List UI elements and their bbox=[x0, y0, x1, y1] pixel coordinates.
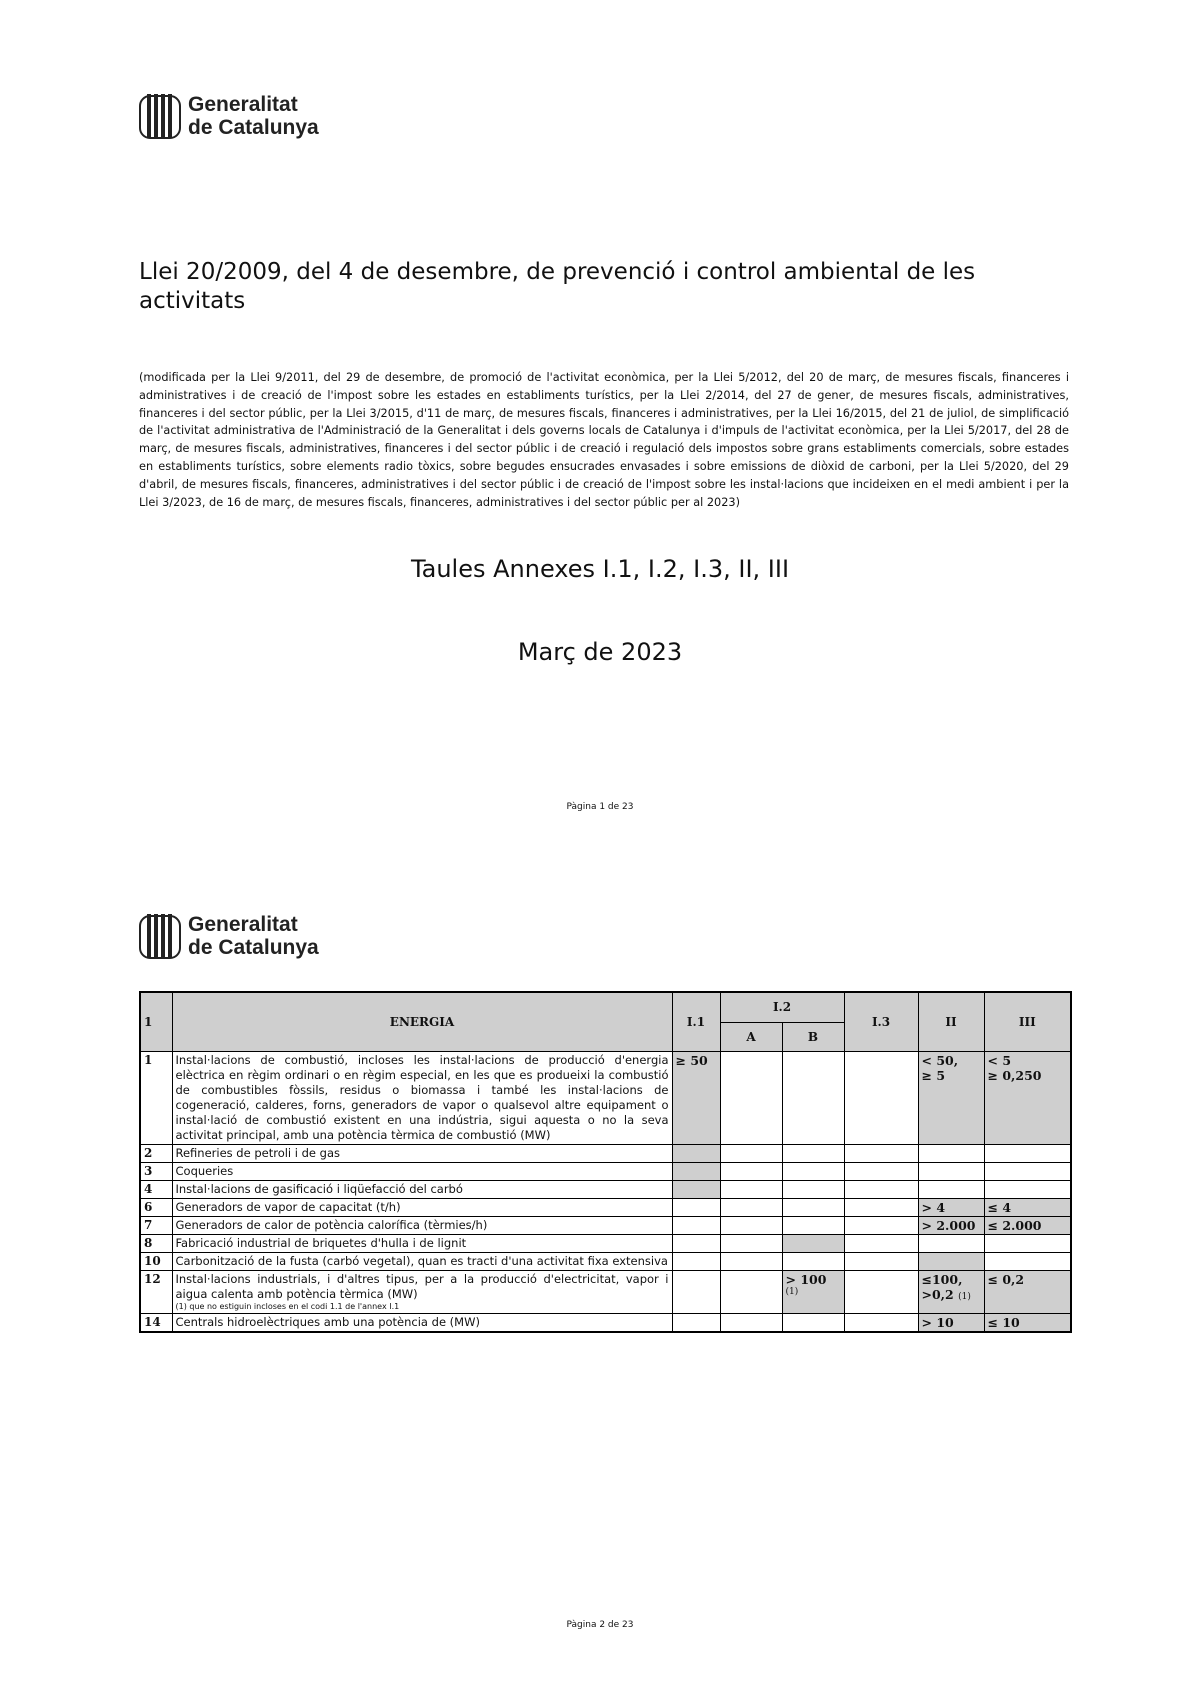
row-number: 14 bbox=[140, 1313, 172, 1332]
cell-ii bbox=[918, 1252, 984, 1270]
row-description: Instal·lacions de combustió, incloses les instal·lacions de producció d'energia elèctrica en règim ordinari o en règim especial, en les que es produeixi la combustió de combustibles fòssils, residus o biomassa i també les instal·lacions de cogeneració, calderes, forns, generadors de vapor o qualsevol altre equipament o instal·lació de combustió existent en una indústria, sigui aquesta o no la seva activitat principal, amb una potència tèrmica de combustió (MW) bbox=[172, 1051, 672, 1144]
cell-ii: > 4 bbox=[918, 1198, 984, 1216]
row-description: Coqueries bbox=[172, 1162, 672, 1180]
cell-i2a bbox=[720, 1216, 782, 1234]
row-description: Fabricació industrial de briquetes d'hulla i de lignit bbox=[172, 1234, 672, 1252]
table-row bbox=[140, 1313, 1071, 1332]
header-i2a: A bbox=[720, 1022, 782, 1051]
header-i1: I.1 bbox=[672, 992, 720, 1051]
cell-i3 bbox=[844, 1051, 918, 1144]
header-section-name: ENERGIA bbox=[172, 992, 672, 1051]
cell-i2a bbox=[720, 1313, 782, 1332]
cell-i2a bbox=[720, 1051, 782, 1144]
cell-iii: ≤ 2.000 bbox=[984, 1216, 1071, 1234]
cell-i2b bbox=[782, 1216, 844, 1234]
cell-i2a bbox=[720, 1162, 782, 1180]
cell-ii-line2: >0,2 bbox=[921, 1286, 954, 1302]
cell-i1: ≥ 50 bbox=[672, 1051, 720, 1144]
cell-i2b bbox=[782, 1162, 844, 1180]
row-description bbox=[172, 1270, 672, 1313]
cell-iii bbox=[984, 1180, 1071, 1198]
cell-i2a bbox=[720, 1234, 782, 1252]
header-i3: I.3 bbox=[844, 992, 918, 1051]
cell-i3 bbox=[844, 1162, 918, 1180]
row-description: Generadors de calor de potència calorífica (tèrmies/h) bbox=[172, 1216, 672, 1234]
table-row bbox=[140, 1180, 1071, 1198]
document-title: Llei 20/2009, del 4 de desembre, de prevenció i control ambiental de les activitats bbox=[139, 259, 976, 314]
cell-i2a bbox=[720, 1180, 782, 1198]
cell-i2b bbox=[782, 1313, 844, 1332]
row-footnote: (1) que no estiguin incloses en el codi 1.1 de l'annex I.1 bbox=[175, 1301, 400, 1311]
row-number: 4 bbox=[140, 1180, 172, 1198]
table-row bbox=[140, 1144, 1071, 1162]
energy-annex-table bbox=[139, 991, 1072, 1333]
cell-i3 bbox=[844, 1270, 918, 1313]
cell-i2a bbox=[720, 1270, 782, 1313]
row-description-text: Instal·lacions industrials, i d'altres tipus, per a la producció d'electricitat, vapor i aigua calenta amb potència tèrmica (MW) bbox=[175, 1271, 669, 1301]
cell-iii: ≤ 0,2 bbox=[984, 1270, 1071, 1313]
cell-i1 bbox=[672, 1180, 720, 1198]
row-number: 6 bbox=[140, 1198, 172, 1216]
header-i2b: B bbox=[782, 1022, 844, 1051]
cell-i3 bbox=[844, 1216, 918, 1234]
annex-tables-title: Taules Annexes I.1, I.2, I.3, II, III bbox=[410, 555, 790, 583]
table-row bbox=[140, 1216, 1071, 1234]
table-row bbox=[140, 1252, 1071, 1270]
cell-i3 bbox=[844, 1144, 918, 1162]
cell-i1 bbox=[672, 1234, 720, 1252]
header-section-number: 1 bbox=[140, 992, 172, 1051]
table-row bbox=[140, 1234, 1071, 1252]
cell-ii bbox=[918, 1270, 984, 1313]
cell-i3 bbox=[844, 1198, 918, 1216]
logo-line-1: Generalitat bbox=[188, 913, 298, 936]
cell-iii bbox=[984, 1162, 1071, 1180]
cell-i2a bbox=[720, 1198, 782, 1216]
cell-i1 bbox=[672, 1270, 720, 1313]
cell-i1 bbox=[672, 1252, 720, 1270]
cell-ii-line1: ≤100, bbox=[921, 1271, 963, 1287]
row-description: Refineries de petroli i de gas bbox=[172, 1144, 672, 1162]
cell-ii: > 2.000 bbox=[918, 1216, 984, 1234]
row-description: Instal·lacions de gasificació i liqüefacció del carbó bbox=[172, 1180, 672, 1198]
header-ii: II bbox=[918, 992, 984, 1051]
cell-i2b bbox=[782, 1252, 844, 1270]
header-i2: I.2 bbox=[720, 992, 844, 1022]
modification-note: (modificada per la Llei 9/2011, del 29 de desembre, de promoció de l'activitat econòmica, per la Llei 5/2012, del 20 de març, de mesures fiscals, financeres i administratives i de creació de l'impost sobre les estades en establiments turístics, per la Llei 2/2014, del 27 de gener, de mesures fiscals, administratives, financeres i del sector públic, per la Llei 3/2015, d'11 de març, de mesures fiscals, financeres i administratives, per la Llei 16/2015, del 21 de juliol, de simplificació de l'activitat administrativa de l'Administració de la Generalitat i dels governs locals de Catalunya i d'impuls de l'activitat econòmica, per la Llei 5/2017, del 28 de març, de mesures fiscals, administratives, financeres i del sector públic i de creació i regulació dels impostos sobre grans establiments comercials, sobre estades en establiments turístics, sobre elements radio tòxics, sobre begudes ensucrades envasades i sobre emissions de diòxid de carboni, per la Llei 5/2020, del 29 d'abril, de mesures fiscals, financeres, administratives i del sector públic i de creació de l'impost sobre les instal·lacions que incideixen en el medi ambient i per la Llei 3/2023, de 16 de març, de mesures fiscals, financeres, administratives i del sector públic per al 2023) bbox=[139, 371, 1069, 509]
cell-i2b bbox=[782, 1051, 844, 1144]
generalitat-logo bbox=[139, 92, 319, 140]
cell-ii: > 10 bbox=[918, 1313, 984, 1332]
cell-iii bbox=[984, 1252, 1071, 1270]
row-description: Carbonització de la fusta (carbó vegetal), quan es tracti d'una activitat fixa extensiva bbox=[172, 1252, 672, 1270]
row-number: 12 bbox=[140, 1270, 172, 1313]
cell-i1 bbox=[672, 1198, 720, 1216]
document-date: Març de 2023 bbox=[517, 638, 683, 666]
cell-i2b bbox=[782, 1270, 844, 1313]
row-description: Generadors de vapor de capacitat (t/h) bbox=[172, 1198, 672, 1216]
cell-ii bbox=[918, 1234, 984, 1252]
cell-i1 bbox=[672, 1162, 720, 1180]
generalitat-logo-page2 bbox=[139, 912, 319, 960]
generalitat-emblem-icon bbox=[139, 912, 181, 960]
row-number: 3 bbox=[140, 1162, 172, 1180]
cell-ii bbox=[918, 1180, 984, 1198]
cell-i1 bbox=[672, 1313, 720, 1332]
cell-i2b bbox=[782, 1234, 844, 1252]
cell-i2b-note: (1) bbox=[785, 1286, 799, 1297]
cell-ii bbox=[918, 1144, 984, 1162]
cell-i2a bbox=[720, 1144, 782, 1162]
cell-ii bbox=[918, 1051, 984, 1144]
cell-i1 bbox=[672, 1216, 720, 1234]
generalitat-emblem-icon bbox=[139, 92, 181, 140]
row-number: 2 bbox=[140, 1144, 172, 1162]
cell-iii bbox=[984, 1144, 1071, 1162]
cell-ii-line2: ≥ 5 bbox=[921, 1067, 946, 1083]
logo-line-1: Generalitat bbox=[188, 93, 298, 116]
logo-line-2: de Catalunya bbox=[188, 936, 319, 959]
cell-i3 bbox=[844, 1234, 918, 1252]
row-number: 7 bbox=[140, 1216, 172, 1234]
cell-i2b bbox=[782, 1180, 844, 1198]
table-row bbox=[140, 1198, 1071, 1216]
cell-i2b-value: > 100 bbox=[785, 1271, 827, 1287]
logo-line-2: de Catalunya bbox=[188, 116, 319, 139]
row-description: Centrals hidroelèctriques amb una potència de (MW) bbox=[172, 1313, 672, 1332]
cell-i3 bbox=[844, 1313, 918, 1332]
header-iii: III bbox=[984, 992, 1071, 1051]
cell-ii-note: (1) bbox=[958, 1291, 971, 1302]
row-number: 8 bbox=[140, 1234, 172, 1252]
cell-iii bbox=[984, 1051, 1071, 1144]
cell-i3 bbox=[844, 1252, 918, 1270]
cell-iii: ≤ 10 bbox=[984, 1313, 1071, 1332]
row-number: 10 bbox=[140, 1252, 172, 1270]
cell-i2a bbox=[720, 1252, 782, 1270]
page-number-1: Pàgina 1 de 23 bbox=[566, 802, 634, 812]
table-row bbox=[140, 1270, 1071, 1313]
cell-ii-line1: < 50, bbox=[921, 1052, 959, 1068]
cell-ii bbox=[918, 1162, 984, 1180]
row-number: 1 bbox=[140, 1051, 172, 1144]
table-row bbox=[140, 1051, 1071, 1144]
page-number-2: Pàgina 2 de 23 bbox=[566, 1620, 634, 1630]
cell-iii-line2: ≥ 0,250 bbox=[987, 1067, 1042, 1083]
cell-i3 bbox=[844, 1180, 918, 1198]
cell-iii: ≤ 4 bbox=[984, 1198, 1071, 1216]
cell-iii-line1: < 5 bbox=[987, 1052, 1012, 1068]
cell-i2b bbox=[782, 1144, 844, 1162]
cell-iii bbox=[984, 1234, 1071, 1252]
cell-i1 bbox=[672, 1144, 720, 1162]
table-row bbox=[140, 1162, 1071, 1180]
cell-i2b bbox=[782, 1198, 844, 1216]
